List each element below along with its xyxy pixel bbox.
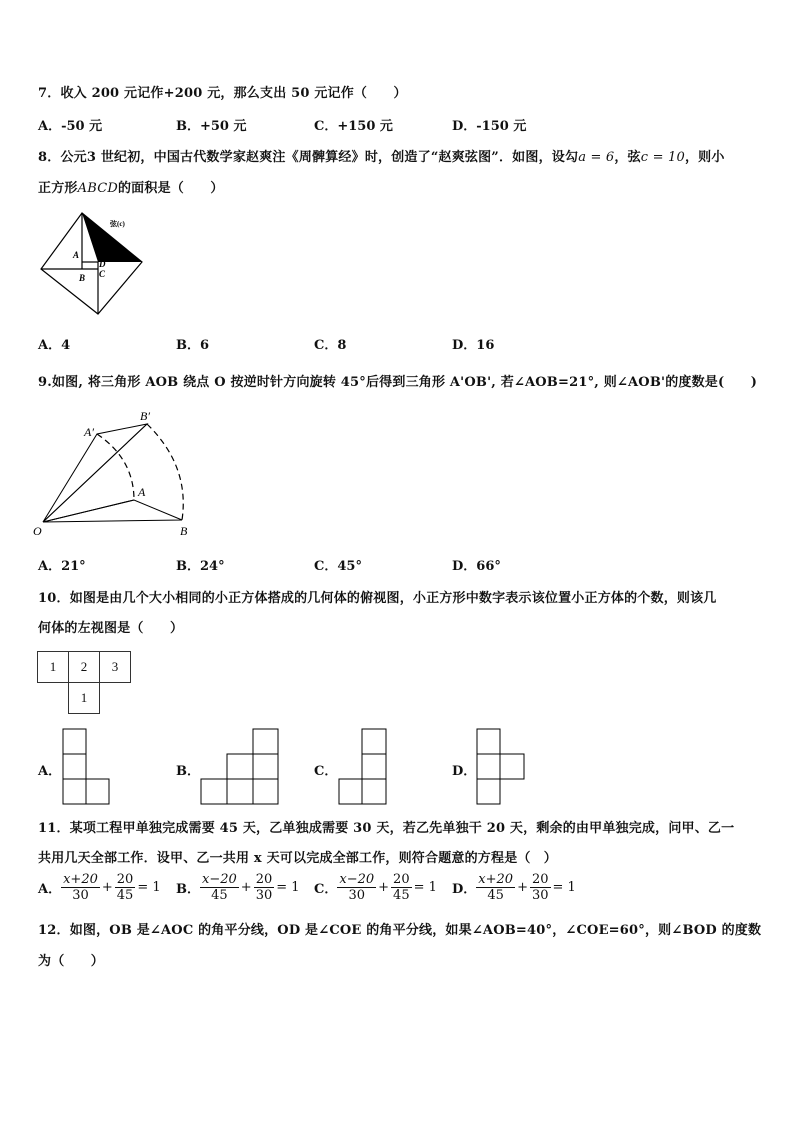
q11-stem-line1: 11．某项工程甲单独完成需要 45 天，乙单独成需要 30 天，若乙先单独干 20 天，剩余的由甲单独完成，问甲、乙一: [38, 821, 735, 836]
q10-option-d-label: D．: [452, 764, 477, 779]
q10-option-a-label: A．: [38, 764, 62, 779]
grid-cell: 1: [37, 651, 69, 683]
q9-option-b: B．24°: [176, 559, 225, 574]
q8-a-value: a = 6: [578, 150, 615, 165]
q10-option-c-label: C．: [314, 764, 338, 779]
grid-cell: 2: [68, 651, 100, 683]
label-b-prime: B′: [140, 409, 150, 423]
q8-option-d: D．16: [452, 338, 495, 353]
label-c: C: [99, 269, 106, 279]
q7-option-b: B．+50 元: [176, 119, 247, 134]
q11-option-a: A． $\frac{x+20}{30}$ + $\frac{20}{45}$ = 1: [38, 872, 161, 903]
label-a: A: [138, 485, 146, 499]
label-chord: 弦(c): [110, 220, 125, 228]
q7-option-c: C．+150 元: [314, 119, 393, 134]
q10-option-d-view: [476, 728, 528, 806]
q8-stem-line1: 8．公元3 世纪初，中国古代数学家赵爽注《周髀算经》时，创造了“赵爽弦图”．如图，设勾a = 6，弦c = 10，则小: [38, 150, 725, 165]
grid-cell: 1: [68, 682, 100, 714]
q9-option-d: D．66°: [452, 559, 501, 574]
label-a-prime: A′: [84, 425, 94, 439]
q10-option-a-view: [62, 728, 112, 806]
q12-stem-line1: 12．如图，OB 是∠AOC 的角平分线，OD 是∠COE 的角平分线，如果∠AOB=40°，∠COE=60°，则∠BOD 的度数: [38, 923, 762, 938]
label-b: B: [79, 273, 86, 283]
label-d: D: [99, 259, 106, 269]
q7-option-a: A．-50 元: [38, 119, 103, 134]
label-a: A: [73, 250, 80, 260]
q8-c-value: c = 10: [640, 150, 685, 165]
q8-option-a: A．4: [38, 338, 71, 353]
q8-option-c: C．8: [314, 338, 347, 353]
q10-option-b-view: [200, 728, 280, 806]
q11-option-b: B． $\frac{x-20}{45}$ + $\frac{20}{30}$ = 1: [176, 872, 300, 903]
q10-stem-line2: 何体的左视图是（ ）: [38, 621, 184, 636]
top-view-grid: [37, 651, 133, 715]
rotation-figure: [30, 404, 210, 544]
q12-stem-line2: 为（ ）: [38, 954, 105, 969]
q10-stem-line1: 10．如图是由几个大小相同的小正方体搭成的几何体的俯视图，小正方形中数字表示该位置小正方体的个数，则该几: [38, 591, 717, 606]
q8-option-b: B．6: [176, 338, 210, 353]
q11-stem-line2: 共用几天全部工作．设甲、乙一共用 x 天可以完成全部工作，则符合题意的方程是（ ）: [38, 851, 558, 866]
q11-option-c: C． $\frac{x-20}{30}$ + $\frac{20}{45}$ = 1: [314, 872, 437, 903]
q10-option-b-label: B．: [176, 764, 200, 779]
label-o: O: [33, 524, 42, 538]
q10-option-c-view: [338, 728, 390, 806]
grid-cell: 3: [99, 651, 131, 683]
q8-stem-line2: 正方形ABCD的面积是（ ）: [38, 181, 224, 196]
zhao-shuang-figure: [38, 210, 148, 320]
q11-option-d: D． $\frac{x+20}{45}$ + $\frac{20}{30}$ = 1: [452, 872, 576, 903]
q9-stem: 9.如图, 将三角形 AOB 绕点 O 按逆时针方向旋转 45°后得到三角形 A'OB', 若∠AOB=21°, 则∠AOB'的度数是( ): [38, 375, 758, 390]
q9-option-c: C．45°: [314, 559, 362, 574]
label-b: B: [180, 524, 188, 538]
q7-option-d: D．-150 元: [452, 119, 527, 134]
q7-stem: 7．收入 200 元记作+200 元，那么支出 50 元记作（ ）: [38, 86, 407, 101]
q9-option-a: A．21°: [38, 559, 86, 574]
